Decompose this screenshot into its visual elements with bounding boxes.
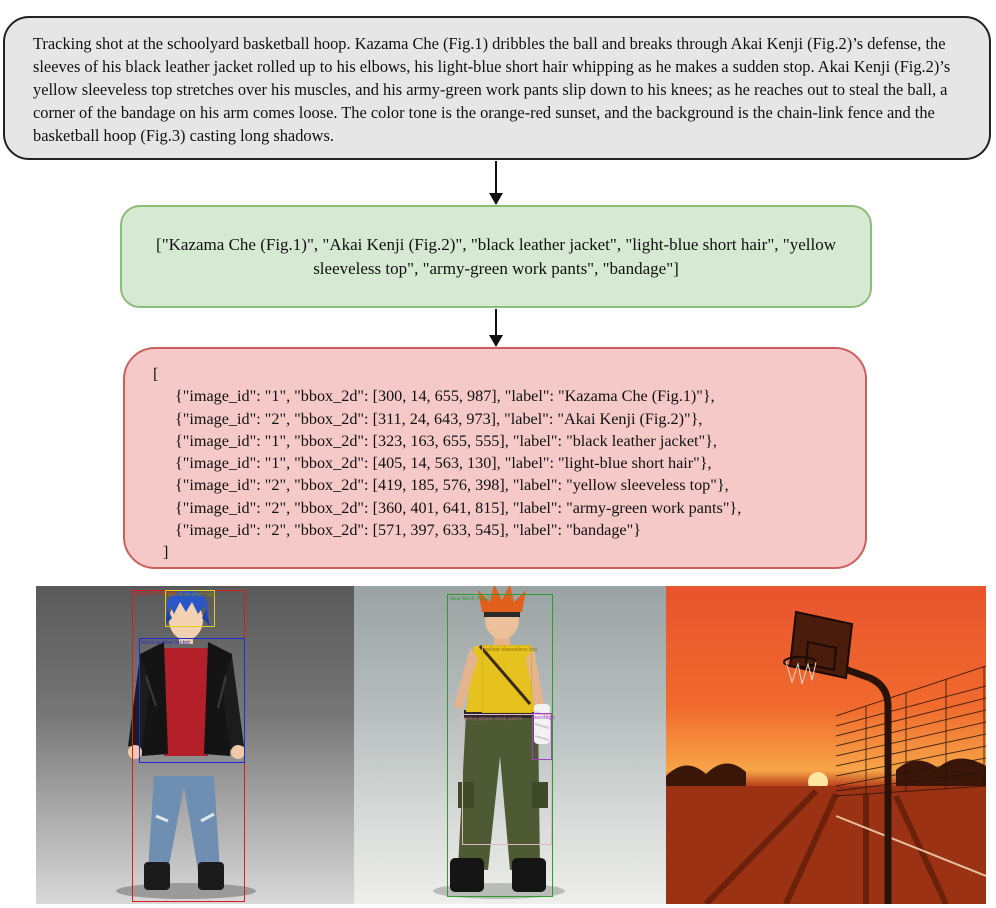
json-line: {"image_id": "2", "bbox_2d": [360, 401, 641, 815], "label": "army-green work pants"}, [175,498,742,517]
json-open-bracket: [ [153,365,159,383]
json-line: {"image_id": "1", "bbox_2d": [405, 14, 563, 130], "label": "light-blue short hair"}, [175,454,712,473]
prompt-text: Tracking shot at the schoolyard basketball hoop. Kazama Che (Fig.1) dribbles the ball and breaks through Akai Kenji (Fig.2)’s defense, the sleeves of his black leather jacket rolled up to his elbows, his light-blue short hair whipping as he makes a sudden stop. Akai Kenji (Fig.2)’s yellow sleeveless top stretches over his muscles, and his army-green work pants slip down to his knees; as he reaches out to steal the ball, a corner of the bandage on his arm comes loose. The color tone is the orange-red sunset, and the background is the chain-link fence and the basketball hoop (Fig.3) casting long shadows. [33,34,951,145]
json-line: {"image_id": "2", "bbox_2d": [311, 24, 643, 973], "label": "Akai Kenji (Fig.2)"}, [175,409,703,428]
bbox-label: bandage [533,715,555,721]
bbox-yellow-sleeveless-top [482,645,532,713]
arrow-down-icon [495,161,497,203]
json-line: {"image_id": "2", "bbox_2d": [419, 185, 576, 398], "label": "yellow sleeveless top"}, [175,476,729,495]
phrases-text: ["Kazama Che (Fig.1)", "Akai Kenji (Fig.2)", "black leather jacket", "light-blue short hair", "yellow sleeveless top", "army-green work pants", "bandage"] [156,234,836,278]
bbox-label: light-blue short hair [166,592,216,598]
bbox-black-leather-jacket [139,638,245,763]
bbox-label: black leather jacket [141,640,191,646]
bbox-label: army-green work pants [464,716,523,722]
basketball-court-scene-icon [666,586,986,904]
figure-3-image [666,586,986,904]
arrow-down-icon [495,309,497,345]
bbox-label: Akai Kenji (Fig.2) [450,596,492,602]
grounding-json-box [123,347,867,569]
bbox-label: Kazama Che (Fig.1) [134,591,183,597]
figure-1-image [36,586,354,904]
figure-2-image [354,586,666,904]
json-close-bracket: ] [163,543,169,562]
json-line: {"image_id": "1", "bbox_2d": [323, 163, 655, 555], "label": "black leather jacket"}, [175,431,717,450]
bbox-label: yellow sleeveless top [484,647,538,653]
json-line: {"image_id": "2", "bbox_2d": [571, 397, 633, 545], "label": "bandage"} [175,521,641,540]
phrases-box [120,205,872,308]
prompt-box [3,16,991,160]
json-line: {"image_id": "1", "bbox_2d": [300, 14, 655, 987], "label": "Kazama Che (Fig.1)"}, [175,387,715,406]
